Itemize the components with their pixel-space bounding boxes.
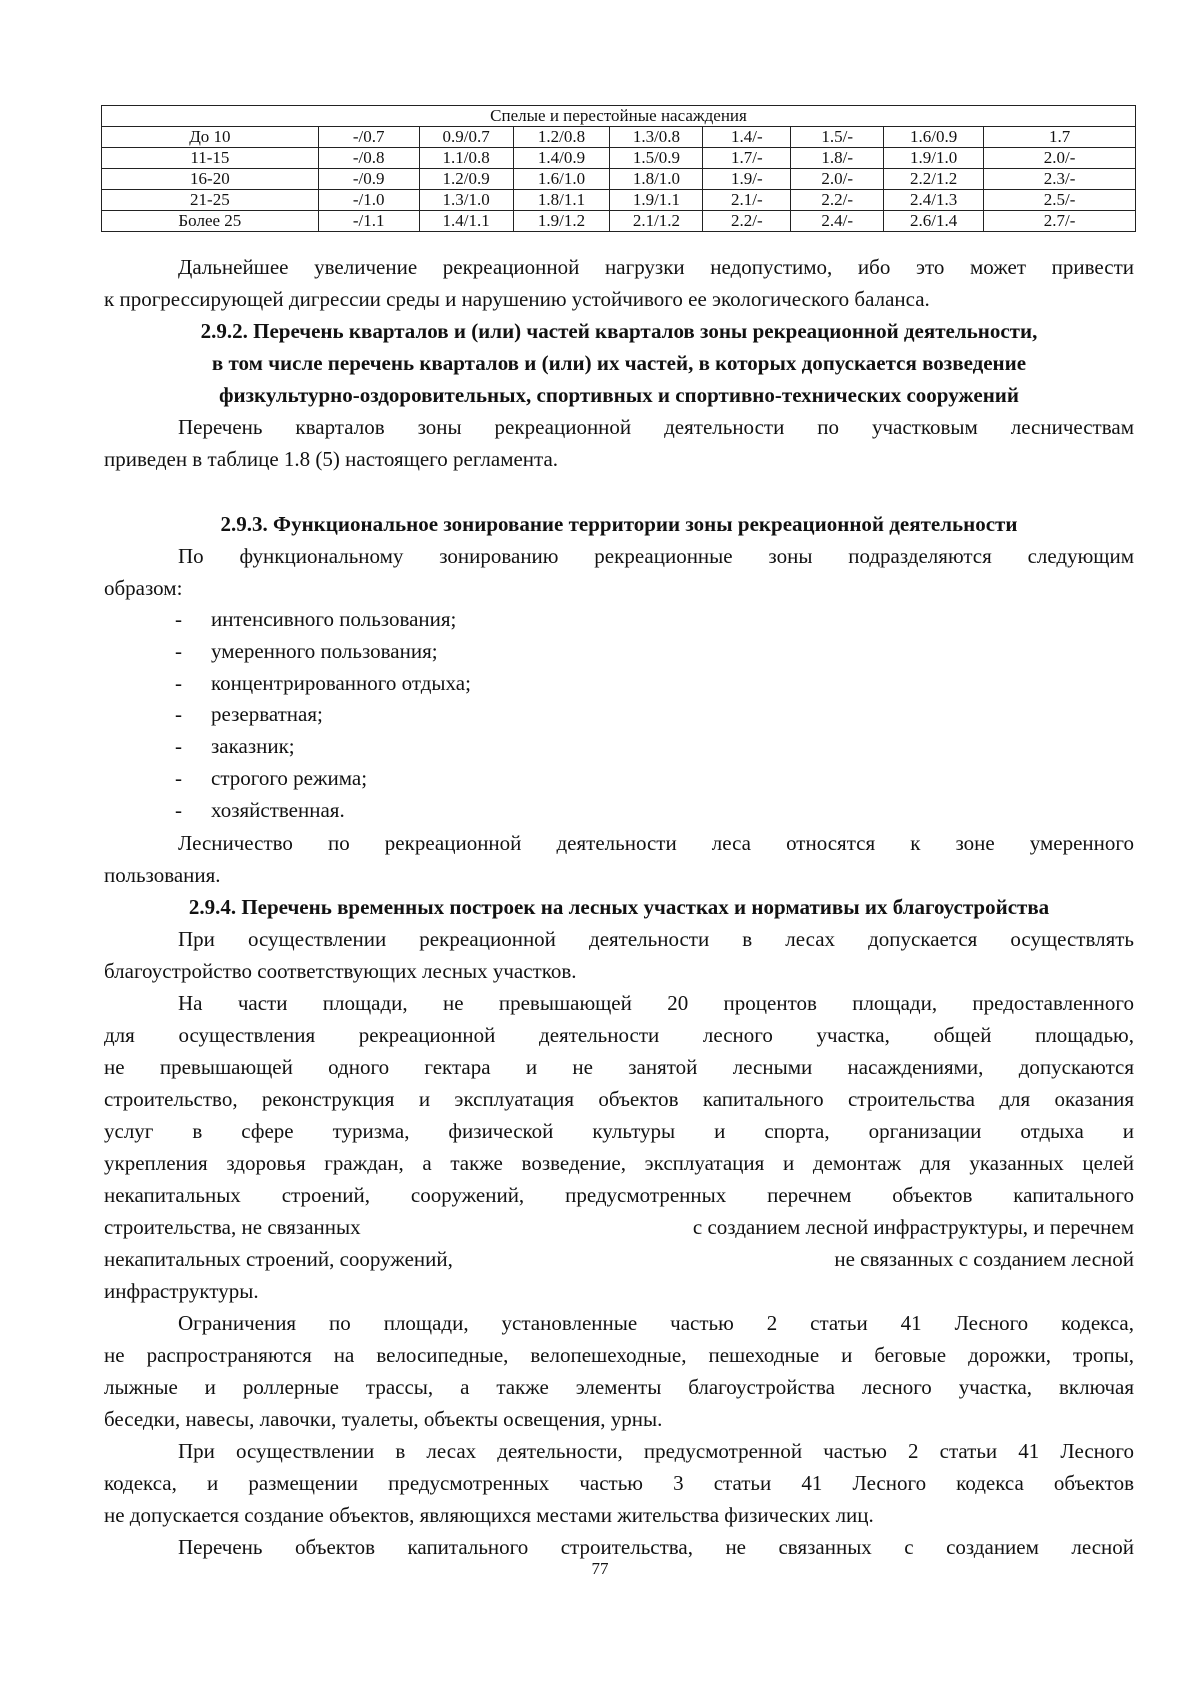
table-cell: 2.4/- [791, 211, 884, 232]
paragraph-line: При осуществлении рекреационной деятельности в лесах допускается осуществлять [178, 927, 1134, 951]
paragraph-line: не допускается создание объектов, являющихся местами жительства физических лиц. [104, 1503, 874, 1527]
zone-label: интенсивного пользования; [211, 607, 457, 631]
zone-label: умеренного пользования; [211, 638, 438, 663]
table-caption: Спелые и перестойные насаждения [102, 106, 1136, 127]
zone-label: хозяйственная. [211, 797, 345, 822]
table-cell: 2.1/1.2 [610, 211, 703, 232]
section-heading-2-9-3: 2.9.3. Функциональное зонирование территории зоны рекреационной деятельности [220, 512, 1018, 536]
paragraph-line: приведен в таблице 1.8 (5) настоящего регламента. [104, 447, 559, 471]
table-cell: -/1.1 [318, 211, 419, 232]
table-row [102, 190, 1136, 211]
table-cell: 1.9/1.0 [884, 148, 984, 169]
table-cell: 1.5/- [791, 127, 884, 148]
table-cell: 1.4/0.9 [513, 148, 610, 169]
heading-line: физкультурно-оздоровительных, спортивных и спортивно-технических сооружений [218, 383, 1019, 407]
table-cell: 1.8/- [791, 148, 884, 169]
table-cell: 1.9/1.2 [513, 211, 610, 232]
table-cell: 2.2/1.2 [884, 169, 984, 190]
table-cell: -/0.8 [318, 148, 419, 169]
paragraph-fragment: строительства, не связанных [104, 1215, 361, 1239]
table-cell: 2.6/1.4 [884, 211, 984, 232]
paragraph-zoning-intro [104, 540, 1134, 604]
paragraph-line: для осуществления рекреационной деятельности лесного участка, общей площадью, [104, 1023, 1134, 1047]
paragraph-landscaping [104, 923, 1134, 987]
paragraph-line: Ограничения по площади, установленные частью 2 статьи 41 Лесного кодекса, [178, 1311, 1134, 1335]
paragraph-line: не превышающей одного гектара и не занятой лесными насаждениями, допускаются [104, 1055, 1134, 1079]
table-cell: 2.0/- [791, 169, 884, 190]
list-dash: - [175, 797, 182, 822]
zone-item [175, 699, 471, 731]
paragraph-line: Перечень объектов капитального строительства, не связанных с созданием лесной [178, 1535, 1134, 1559]
list-dash: - [175, 670, 182, 695]
stand-table [101, 105, 1136, 232]
paragraph-line: образом: [104, 576, 183, 600]
paragraph-line: При осуществлении в лесах деятельности, предусмотренной частью 2 статьи 41 Лесного [178, 1439, 1134, 1463]
table-cell: 1.4/1.1 [419, 211, 513, 232]
table-cell: 1.2/0.8 [513, 127, 610, 148]
zone-item [175, 795, 471, 827]
zone-item [175, 636, 471, 668]
table-cell: -/0.9 [318, 169, 419, 190]
paragraph-line: кодекса, и размещении предусмотренных частью 3 статьи 41 Лесного кодекса объектов [104, 1471, 1134, 1495]
paragraph-line: строительство, реконструкция и эксплуатация объектов капитального строительства для оказания [104, 1087, 1134, 1111]
paragraph-line: Перечень кварталов зоны рекреационной деятельности по участковым лесничествам [178, 415, 1134, 439]
zone-item [175, 668, 471, 700]
table-cell: 2.2/- [791, 190, 884, 211]
paragraph-fragment: не связанных с созданием лесной [834, 1247, 1134, 1271]
table-cell: 16-20 [102, 169, 319, 190]
page-number: 77 [591, 1559, 609, 1578]
table-row [102, 127, 1136, 148]
zone-item [175, 731, 471, 763]
zone-label: концентрированного отдыха; [211, 670, 471, 695]
zone-label: строгого режима; [211, 765, 368, 790]
table-cell: 21-25 [102, 190, 319, 211]
zone-label: резерватная; [211, 702, 323, 727]
table-cell: 1.1/0.8 [419, 148, 513, 169]
paragraph-line: беседки, навесы, лавочки, туалеты, объекты освещения, урны. [104, 1407, 663, 1431]
table-cell: 1.5/0.9 [610, 148, 703, 169]
heading-line: в том числе перечень кварталов и (или) их частей, в которых допускается возведение [211, 351, 1027, 375]
heading-line: 2.9.2. Перечень кварталов и (или) частей кварталов зоны рекреационной деятельности, [200, 319, 1038, 343]
paragraph-construction-rules [104, 987, 1134, 1307]
table-cell: Более 25 [102, 211, 319, 232]
paragraph-line-split [104, 1211, 1134, 1243]
section-heading-2-9-4: 2.9.4. Перечень временных построек на лесных участках и нормативы их благоустройства [188, 895, 1050, 919]
list-dash: - [175, 734, 182, 759]
zone-item [175, 604, 471, 636]
list-dash: - [175, 607, 182, 631]
table-cell: До 10 [102, 127, 319, 148]
paragraph-forestry-zone [104, 827, 1134, 891]
table-cell: 1.8/1.0 [610, 169, 703, 190]
paragraph-line: На части площади, не превышающей 20 процентов площади, предоставленного [178, 991, 1134, 1015]
paragraph-line: некапитальных строений, сооружений, предусмотренных перечнем объектов капитального [104, 1183, 1134, 1207]
table-cell: 1.8/1.1 [513, 190, 610, 211]
paragraph-load-limit [104, 251, 1134, 315]
paragraph-line: По функциональному зонированию рекреационные зоны подразделяются следующим [178, 544, 1134, 568]
section-heading-2-9-2 [104, 315, 1134, 411]
table-cell: 2.1/- [703, 190, 791, 211]
list-dash: - [175, 765, 182, 790]
paragraph-fragment: с созданием лесной инфраструктуры, и перечнем [692, 1215, 1134, 1239]
paragraph-line: не распространяются на велосипедные, велопешеходные, пешеходные и беговые дорожки, тропы, [104, 1343, 1134, 1367]
table-row [102, 211, 1136, 232]
table-cell: 1.9/- [703, 169, 791, 190]
paragraph-line: инфраструктуры. [104, 1279, 259, 1303]
table-cell: -/1.0 [318, 190, 419, 211]
table-cell: 1.4/- [703, 127, 791, 148]
table-cell: 2.3/- [984, 169, 1136, 190]
list-dash: - [175, 638, 182, 663]
paragraph-line: лыжные и роллерные трассы, а также элементы благоустройства лесного участка, включая [104, 1375, 1134, 1399]
table-cell: -/0.7 [318, 127, 419, 148]
paragraph-line: к прогрессирующей дигрессии среды и нарушению устойчивого ее экологического баланса. [104, 287, 930, 311]
table-cell: 1.7/- [703, 148, 791, 169]
list-dash: - [175, 702, 182, 727]
paragraph-line: пользования. [104, 863, 221, 887]
paragraph-line: услуг в сфере туризма, физической культуры и спорта, организации отдыха и [104, 1119, 1134, 1143]
paragraph-line: Лесничество по рекреационной деятельности леса относятся к зоне умеренного [178, 831, 1134, 855]
table-cell: 0.9/0.7 [419, 127, 513, 148]
table-cell: 1.7 [984, 127, 1136, 148]
table-cell: 1.6/1.0 [513, 169, 610, 190]
table-cell: 1.3/1.0 [419, 190, 513, 211]
table-cell: 1.3/0.8 [610, 127, 703, 148]
paragraph-quarter-list [104, 411, 1134, 475]
table-cell: 2.4/1.3 [884, 190, 984, 211]
paragraph-fragment: некапитальных строений, сооружений, [104, 1247, 453, 1271]
zones-list [175, 604, 471, 827]
table-cell: 2.5/- [984, 190, 1136, 211]
table-cell: 2.2/- [703, 211, 791, 232]
paragraph-area-limits [104, 1307, 1134, 1435]
table-cell: 11-15 [102, 148, 319, 169]
table-cell: 1.2/0.9 [419, 169, 513, 190]
zone-label: заказник; [211, 734, 295, 759]
table-row [102, 169, 1136, 190]
table-row [102, 148, 1136, 169]
paragraph-line: благоустройство соответствующих лесных участков. [104, 959, 577, 983]
paragraph-residence-ban [104, 1435, 1134, 1531]
table-cell: 1.6/0.9 [884, 127, 984, 148]
table-cell: 1.9/1.1 [610, 190, 703, 211]
zone-item [175, 763, 471, 795]
table-cell: 2.7/- [984, 211, 1136, 232]
paragraph-line: Дальнейшее увеличение рекреационной нагрузки недопустимо, ибо это может привести [178, 255, 1134, 279]
paragraph-line-split [104, 1243, 1134, 1275]
table-cell: 2.0/- [984, 148, 1136, 169]
table-caption-row [102, 106, 1136, 127]
paragraph-line: укрепления здоровья граждан, а также возведение, эксплуатация и демонтаж для указанных целей [104, 1151, 1134, 1175]
